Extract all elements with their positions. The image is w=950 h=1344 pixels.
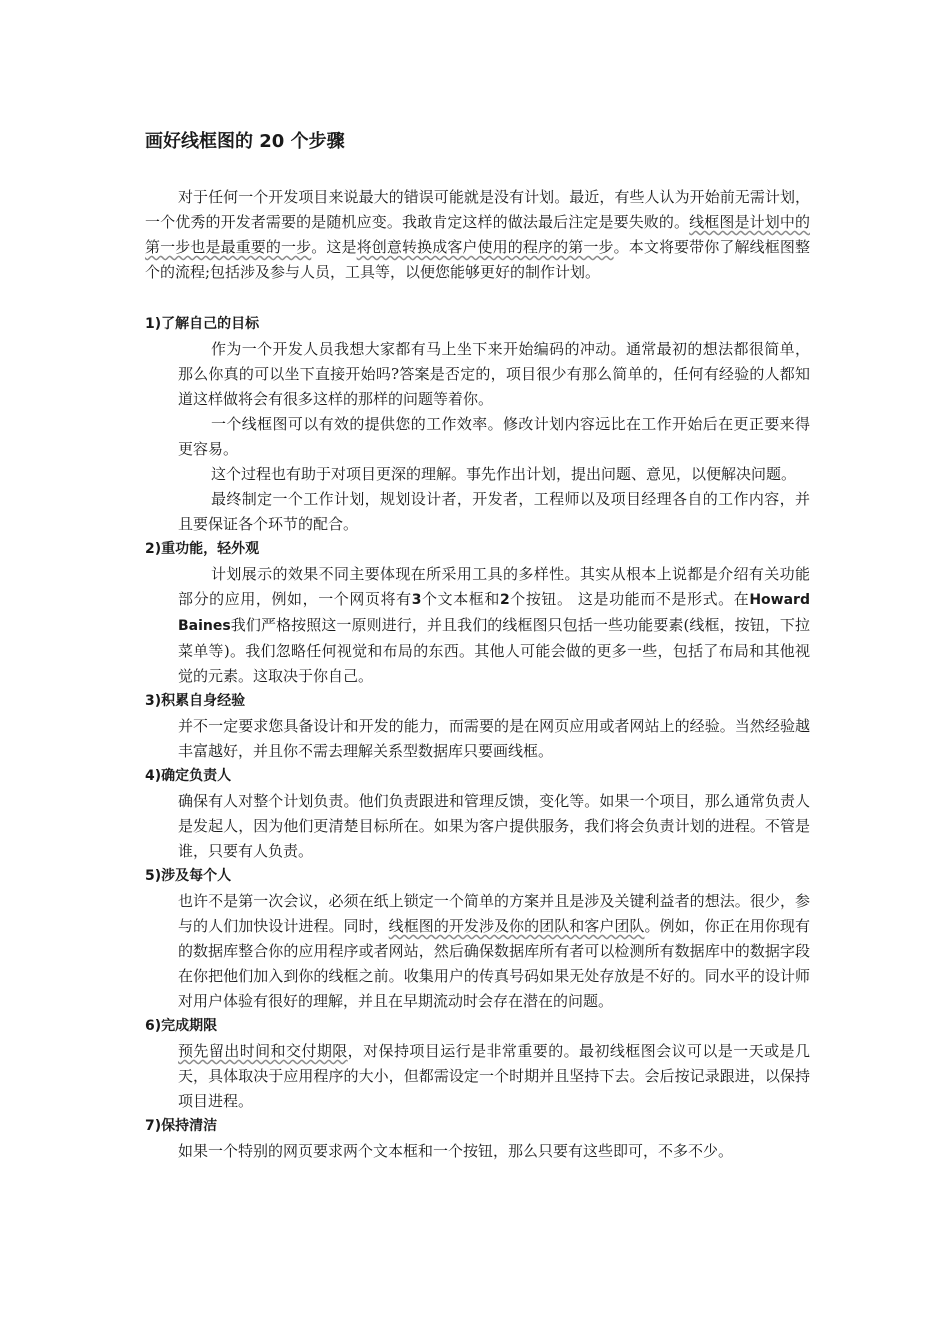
section-2-text-b: 个文本框和 bbox=[421, 590, 500, 608]
intro-underlined-1: 线框图是计划中的第一步也是最重要的一步 bbox=[145, 213, 810, 256]
intro-paragraph bbox=[145, 185, 810, 285]
section-6-paragraph bbox=[178, 1039, 810, 1114]
section-5-text-a: 也许不是第一次会议，必须在纸上锁定一个简单的方案并且是涉及关键利益者的想法。很少，参与的人们加快设计进程。同时， bbox=[178, 892, 810, 935]
section-2-paragraph bbox=[178, 562, 810, 689]
section-3-heading: 3)积累自身经验 bbox=[145, 693, 246, 709]
section-2-heading: 2)重功能，轻外观 bbox=[145, 541, 260, 557]
intro-text-c: 。本文将要带你了解线框图整个的流程;包括涉及参与人员，工具等，以便您能够更好的制作计划。 bbox=[145, 238, 810, 281]
intro-text-b: 。这是 bbox=[311, 238, 357, 256]
section-5-underlined: 线框图的开发涉及你的团队和客户团队 bbox=[388, 917, 645, 935]
section-2-text-a: 计划展示的效果不同主要体现在所采用工具的多样性。其实从根本上说都是介绍有关功能部分的应用，例如，一个网页将有 bbox=[178, 565, 810, 608]
section-7-heading: 7)保持清洁 bbox=[145, 1118, 218, 1134]
document-body bbox=[145, 312, 810, 1164]
section-5-text-b: 。例如，你正在用你现有的数据库整合你的应用程序或者网站，然后确保数据库所有者可以检测所有数据库中的数据字段在你把他们加入到你的线框之前。收集用户的传真号码如果无处存放是不好的。同水平的设计师对用户体验有很好的理解，并且在早期流动时会存在潜在的问题。 bbox=[178, 917, 810, 1010]
section-6-underlined: 预先留出时间和交付期限 bbox=[178, 1042, 348, 1060]
section-6-text-a: ，对保持项目运行是非常重要的。最初线框图会议可以是一天或是几天，具体取决于应用程序的大小，但都需设定一个时期并且坚持下去。会后按记录跟进，以保持项目进程。 bbox=[178, 1042, 810, 1110]
section-3-paragraph: 并不一定要求您具备设计和开发的能力，而需要的是在网页应用或者网站上的经验。当然经验越丰富越好，并且你不需去理解关系型数据库只要画线框。 bbox=[178, 717, 810, 760]
section-2-company-name: Howard Baines bbox=[178, 592, 810, 634]
intro-underlined-2: 将创意转换成客户使用的程序的第一步 bbox=[356, 238, 614, 256]
section-1-paragraph-4: 最终制定一个工作计划，规划设计者，开发者，工程师以及项目经理各自的工作内容，并且要保证各个环节的配合。 bbox=[178, 490, 810, 533]
intro-text-a: 对于任何一个开发项目来说最大的错误可能就是没有计划。最近，有些人认为开始前无需计划，一个优秀的开发者需要的是随机应变。我敢肯定这样的做法最后注定是要失败的。 bbox=[145, 188, 810, 231]
section-2-number-3: 3 bbox=[411, 592, 422, 608]
section-2-number-2: 2 bbox=[499, 592, 510, 608]
section-2-text-c: 个按钮。 这是功能而不是形式。在 bbox=[509, 590, 750, 608]
document-title: 画好线框图的 20 个步骤 bbox=[145, 131, 345, 152]
section-6-heading: 6)完成期限 bbox=[145, 1018, 218, 1034]
section-1-heading: 1)了解自己的目标 bbox=[145, 316, 260, 332]
section-4-heading: 4)确定负责人 bbox=[145, 768, 232, 784]
section-5-heading: 5)涉及每个人 bbox=[145, 868, 232, 884]
section-5-paragraph bbox=[178, 889, 810, 1014]
section-1-paragraph-3: 这个过程也有助于对项目更深的理解。事先作出计划，提出问题、意见，以便解决问题。 bbox=[211, 465, 797, 483]
section-1-paragraph-2: 一个线框图可以有效的提供您的工作效率。修改计划内容远比在工作开始后在更正要来得更容易。 bbox=[178, 415, 810, 458]
section-1-paragraph-1: 作为一个开发人员我想大家都有马上坐下来开始编码的冲动。通常最初的想法都很简单，那么你真的可以坐下直接开始吗?答案是否定的，项目很少有那么简单的，任何有经验的人都知道这样做将会有很多这样的那样的问题等着你。 bbox=[178, 340, 810, 408]
section-7-paragraph: 如果一个特别的网页要求两个文本框和一个按钮，那么只要有这些即可，不多不少。 bbox=[178, 1142, 734, 1160]
section-4-paragraph: 确保有人对整个计划负责。他们负责跟进和管理反馈，变化等。如果一个项目，那么通常负责人是发起人，因为他们更清楚目标所在。如果为客户提供服务，我们将会负责计划的进程。不管是谁，只要有人负责。 bbox=[178, 792, 810, 860]
section-2-text-d: 我们严格按照这一原则进行，并且我们的线框图只包括一些功能要素(线框，按钮，下拉菜单等)。我们忽略任何视觉和布局的东西。其他人可能会做的更多一些，包括了布局和其他视觉的元素。这取决于你自己。 bbox=[178, 616, 810, 685]
